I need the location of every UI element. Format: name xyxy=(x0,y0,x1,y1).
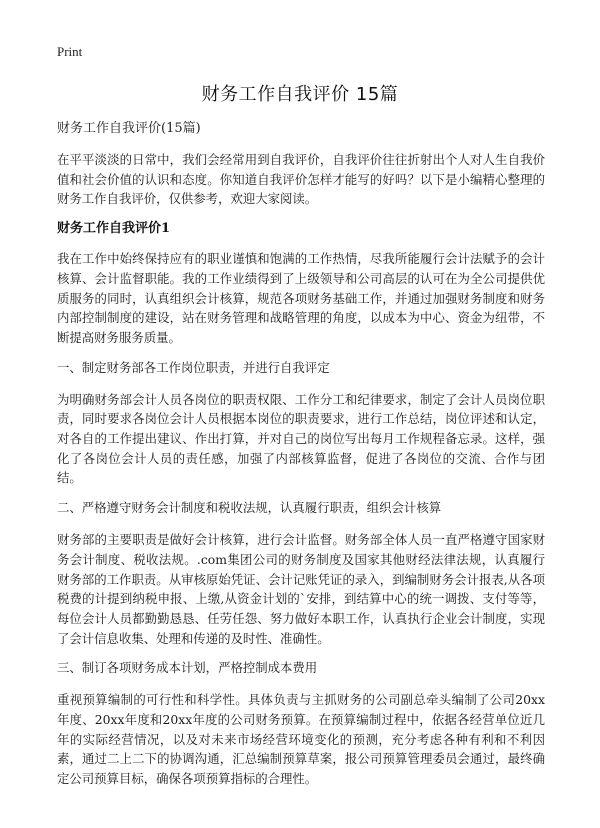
intro-paragraph: 在平平淡淡的日常中，我们会经常用到自我评价，自我评价往往折射出个人对人生自我价值和社会价值的认识和态度。你知道自我评价怎样才能写的好吗？以下是小编精心整理的财务工作自我评价，仅供参考，欢迎大家阅读。 xyxy=(57,152,545,207)
point-paragraph-2: 财务部的主要职责是做好会计核算，进行会计监督。财务部全体人员一直严格遵守国家财务会计制度、税收法规。.com集团公司的财务制度及国家其他财经法律法规，认真履行财务部的工作职责。从审核原始凭证、会计记账凭证的录入，到编制财务会计报表,从各项税费的计提到纳税申报、上缴,从资金计划的`安排，到结算中心的统一调拨、支付等等，每位会计人员都勤勤恳恳、任劳任怨、努力做好本职工作，认真执行企业会计制度，实现了会计信息收集、处理和传递的及时性、准确性。 xyxy=(57,532,545,646)
point-heading-1: 一、制定财务部各工作岗位职责，并进行自我评定 xyxy=(57,359,330,375)
point-heading-3: 三、制订各项财务成本计划，严格控制成本费用 xyxy=(57,660,318,676)
point-paragraph-1: 为明确财务部会计人员各岗位的职责权限、工作分工和纪律要求，制定了会计人员岗位职责，同时要求各岗位会计人员根据本岗位的职责要求，进行工作总结，岗位评述和认定，对各自的工作提出建议、作出打算，并对自己的岗位写出每月工作规程备忘录。这样，强化了各岗位会计人员的责任感，加强了内部核算监督，促进了各岗位的交流、合作与团结。 xyxy=(57,391,545,486)
point-paragraph-3: 重视预算编制的可行性和科学性。具体负责与主抓财务的公司副总牵头编制了公司20xx年度、20xx年度和20xx年度的公司财务预算。在预算编制过程中，依据各经营单位近几年的实际经营情况，以及对未来市场经营环境变化的预测，充分考虑各种有利和不利因素，通过二上二下的协调沟通，汇总编制预算草案，报公司预算管理委员会通过，最终确定公司预算目标，确保各项预算指标的合理性。 xyxy=(57,692,545,787)
document-body xyxy=(57,119,545,799)
section-heading: 财务工作自我评价1 xyxy=(57,221,171,237)
section-paragraph: 我在工作中始终保持应有的职业谨慎和饱满的工作热情，尽我所能履行会计法赋予的会计核算、会计监督职能。我的工作业绩得到了上级领导和公司高层的认可在为全公司提供优质服务的同时，认真组织会计核算，规范各项财务基础工作，并通过加强财务制度和财务内部控制制度的建设，站在财务管理和战略管理的角度，以成本为中心、资金为纽带，不断提高财务服务质量。 xyxy=(57,251,545,345)
point-heading-2: 二、严格遵守财务会计制度和税收法规，认真履行职责，组织会计核算 xyxy=(57,500,442,516)
document-title: 财务工作自我评价 15篇 xyxy=(201,84,399,105)
document-subtitle: 财务工作自我评价(15篇) xyxy=(57,121,201,136)
print-label: Print xyxy=(57,44,83,59)
